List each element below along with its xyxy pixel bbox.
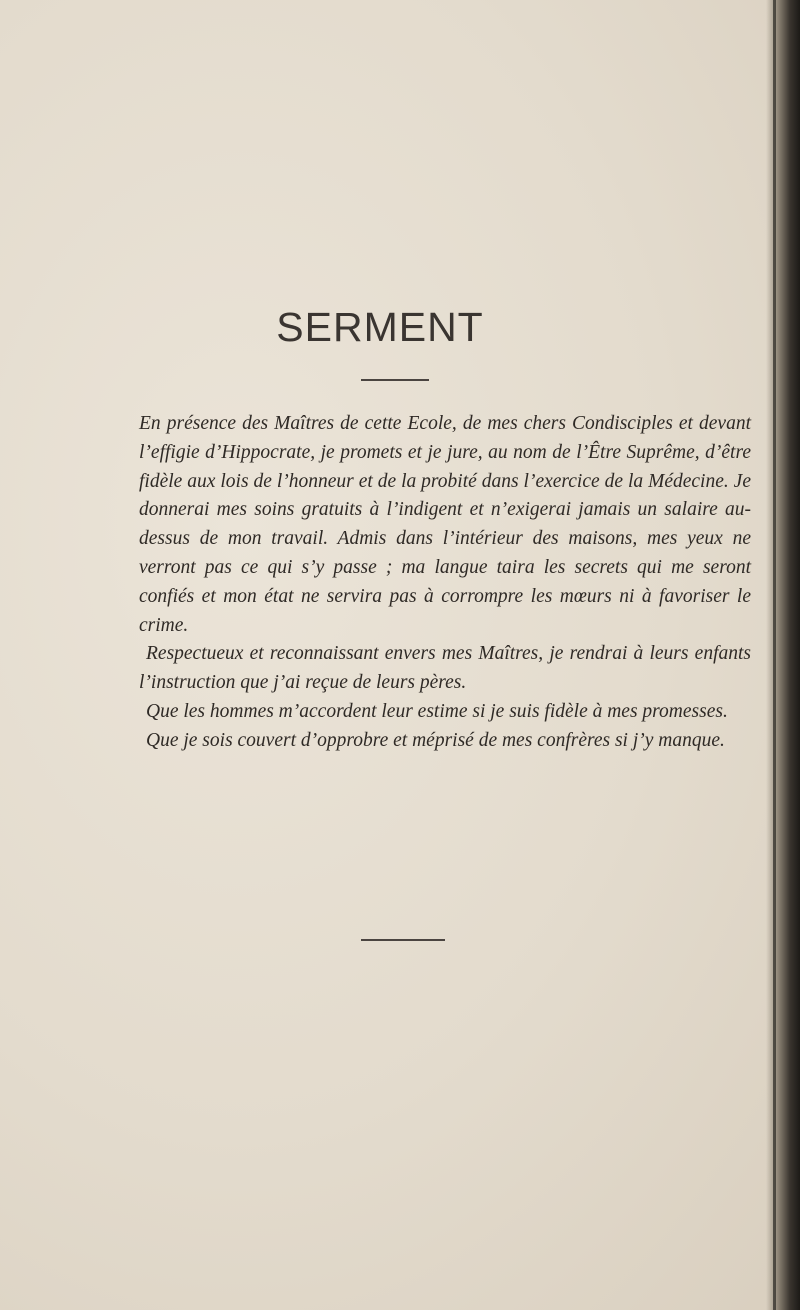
oath-paragraph-2: Respectueux et reconnaissant envers mes Maîtres, je rendrai à leurs enfants l’instruction que j’ai reçue de leurs pères.	[139, 643, 751, 694]
oath-paragraph-4: Que je sois couvert d’opprobre et méprisé de mes confrères si j’y manque.	[146, 729, 725, 751]
closing-divider	[361, 939, 445, 941]
oath-paragraph-1: En présence des Maîtres de cette Ecole, de mes chers Condisciples et devant l’effigie d’Hippocrate, je promets et je jure, au nom de l’Être Suprême, d’être fidèle aux lois de l’honneur et de la probité dans l’exercice de la Médecine. Je donnerai mes soins gratuits à l’indigent et n’exigerai jamais un salaire au-dessus de mon travail. Admis dans l’intérieur des maisons, mes yeux ne verront pas ce qui s’y passe ; ma langue taira les secrets qui me seront confiés et mon état ne servira pas à corrompre les mœurs ni à favoriser le crime.	[139, 413, 751, 636]
binding-edge	[766, 0, 800, 1310]
oath-text	[139, 410, 751, 756]
page-title: SERMENT	[276, 304, 484, 350]
oath-paragraph-3: Que les hommes m’accordent leur estime si je suis fidèle à mes promesses.	[146, 700, 728, 722]
binding-line	[773, 0, 776, 1310]
title-divider	[361, 379, 429, 381]
